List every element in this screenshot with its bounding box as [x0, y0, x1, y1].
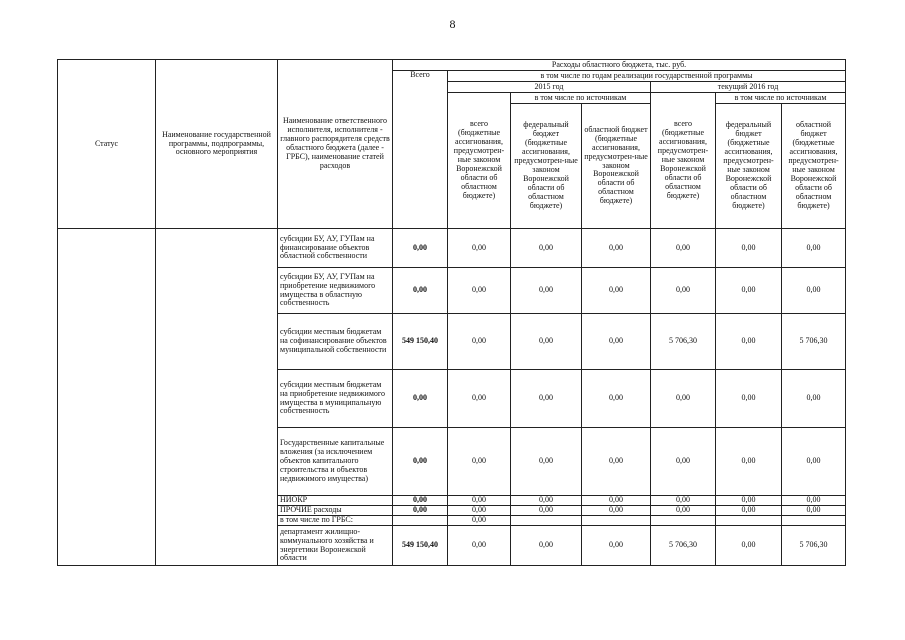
row-2015-all: 0,00 — [448, 314, 511, 370]
row-2016-all: 5 706,30 — [651, 314, 716, 370]
row-total: 0,00 — [393, 229, 448, 268]
row-2015-fed: 0,00 — [511, 428, 582, 496]
row-2016-reg: 5 706,30 — [782, 314, 846, 370]
header-program-name: Наименование государственной программы, подпрограммы, основного мероприятия — [156, 60, 278, 229]
row-2016-fed: 0,00 — [716, 506, 782, 516]
table-row — [58, 229, 846, 268]
header-2016-regional: областной бюджет (бюджетные ассигнования, предусмотрен-ные законом Воронежской области об областном бюджете) — [782, 104, 846, 229]
header-2015-by-sources: в том числе по источникам — [511, 93, 651, 104]
row-2015-reg: 0,00 — [582, 370, 651, 428]
row-name: НИОКР — [278, 496, 393, 506]
row-total: 549 150,40 — [393, 526, 448, 566]
row-total: 0,00 — [393, 428, 448, 496]
header-2015-regional: областной бюджет (бюджетные ассигнования, предусмотрен-ные законом Воронежской области об областном бюджете) — [582, 104, 651, 229]
row-2015-reg: 0,00 — [582, 526, 651, 566]
row-2016-fed — [716, 516, 782, 526]
page-number: 8 — [449, 17, 456, 31]
row-total: 0,00 — [393, 268, 448, 314]
program-cell — [156, 229, 278, 566]
row-2015-all: 0,00 — [448, 370, 511, 428]
row-name: в том числе по ГРБС: — [278, 516, 393, 526]
row-2016-reg: 0,00 — [782, 229, 846, 268]
row-2015-all: 0,00 — [448, 496, 511, 506]
row-2015-fed: 0,00 — [511, 496, 582, 506]
header-2015-total: всего (бюджетные ассигнования, предусмотрен-ные законом Воронежской области об областном бюджете) — [448, 93, 511, 229]
row-2016-fed: 0,00 — [716, 428, 782, 496]
row-2016-fed: 0,00 — [716, 314, 782, 370]
header-total: Всего — [393, 71, 448, 229]
row-name: Государственные капитальные вложения (за исключением объектов капитального строительства и объектов недвижимого имущества) — [278, 428, 393, 496]
row-2016-all — [651, 516, 716, 526]
row-2015-all: 0,00 — [448, 268, 511, 314]
row-total — [393, 516, 448, 526]
row-2016-all: 0,00 — [651, 229, 716, 268]
row-name: субсидии местным бюджетам на софинансирование объектов муниципальной собственности — [278, 314, 393, 370]
header-by-years: в том числе по годам реализации государственной программы — [448, 71, 846, 82]
row-2015-all: 0,00 — [448, 516, 511, 526]
row-2015-reg: 0,00 — [582, 506, 651, 516]
row-2016-reg: 0,00 — [782, 506, 846, 516]
budget-table — [57, 59, 846, 566]
row-2016-reg: 0,00 — [782, 428, 846, 496]
row-2016-all: 5 706,30 — [651, 526, 716, 566]
row-2016-reg — [782, 516, 846, 526]
row-total: 0,00 — [393, 370, 448, 428]
row-2015-fed — [511, 516, 582, 526]
row-total: 0,00 — [393, 506, 448, 516]
status-cell — [58, 229, 156, 566]
header-status: Статус — [58, 60, 156, 229]
row-2016-all: 0,00 — [651, 506, 716, 516]
header-year-2015: 2015 год — [448, 82, 651, 93]
row-2015-all: 0,00 — [448, 506, 511, 516]
row-2015-reg — [582, 516, 651, 526]
header-2016-by-sources: в том числе по источникам — [716, 93, 846, 104]
row-2016-reg: 5 706,30 — [782, 526, 846, 566]
row-2015-fed: 0,00 — [511, 526, 582, 566]
row-2016-all: 0,00 — [651, 268, 716, 314]
row-2016-fed: 0,00 — [716, 229, 782, 268]
row-2015-reg: 0,00 — [582, 428, 651, 496]
header-2016-federal: федеральный бюджет (бюджетные ассигнования, предусмотрен-ные законом Воронежской области об областном бюджете) — [716, 104, 782, 229]
row-2016-fed: 0,00 — [716, 268, 782, 314]
row-name: ПРОЧИЕ расходы — [278, 506, 393, 516]
row-total: 549 150,40 — [393, 314, 448, 370]
row-2015-fed: 0,00 — [511, 506, 582, 516]
row-2015-fed: 0,00 — [511, 229, 582, 268]
header-2015-federal: федеральный бюджет (бюджетные ассигнования, предусмотрен-ные законом Воронежской области об областном бюджете) — [511, 104, 582, 229]
row-total: 0,00 — [393, 496, 448, 506]
row-2016-fed: 0,00 — [716, 526, 782, 566]
header-year-2016: текущий 2016 год — [651, 82, 846, 93]
header-expenses-title: Расходы областного бюджета, тыс. руб. — [393, 60, 846, 71]
header-2016-total: всего (бюджетные ассигнования, предусмотрен-ные законом Воронежской области об областном бюджете) — [651, 93, 716, 229]
row-2016-fed: 0,00 — [716, 370, 782, 428]
row-name: субсидии местным бюджетам на приобретение недвижимого имущества в муниципальную собственность — [278, 370, 393, 428]
row-name: субсидии БУ, АУ, ГУПам на приобретение недвижимого имущества в областную собственность — [278, 268, 393, 314]
row-2016-reg: 0,00 — [782, 496, 846, 506]
row-2015-fed: 0,00 — [511, 268, 582, 314]
row-name: департамент жилищно-коммунального хозяйства и энергетики Воронежской области — [278, 526, 393, 566]
header-row-1 — [58, 60, 846, 71]
row-2016-all: 0,00 — [651, 370, 716, 428]
row-name: субсидии БУ, АУ, ГУПам на финансирование объектов областной собственности — [278, 229, 393, 268]
row-2016-fed: 0,00 — [716, 496, 782, 506]
header-executor-name: Наименование ответственного исполнителя, исполнителя - главного распорядителя средств областного бюджета (далее - ГРБС), наименование статей расходов — [278, 60, 393, 229]
row-2015-all: 0,00 — [448, 229, 511, 268]
row-2015-reg: 0,00 — [582, 314, 651, 370]
row-2015-reg: 0,00 — [582, 496, 651, 506]
row-2015-all: 0,00 — [448, 526, 511, 566]
row-2015-reg: 0,00 — [582, 229, 651, 268]
row-2015-reg: 0,00 — [582, 268, 651, 314]
row-2015-fed: 0,00 — [511, 314, 582, 370]
row-2015-all: 0,00 — [448, 428, 511, 496]
row-2016-all: 0,00 — [651, 496, 716, 506]
row-2015-fed: 0,00 — [511, 370, 582, 428]
row-2016-reg: 0,00 — [782, 268, 846, 314]
row-2016-all: 0,00 — [651, 428, 716, 496]
row-2016-reg: 0,00 — [782, 370, 846, 428]
